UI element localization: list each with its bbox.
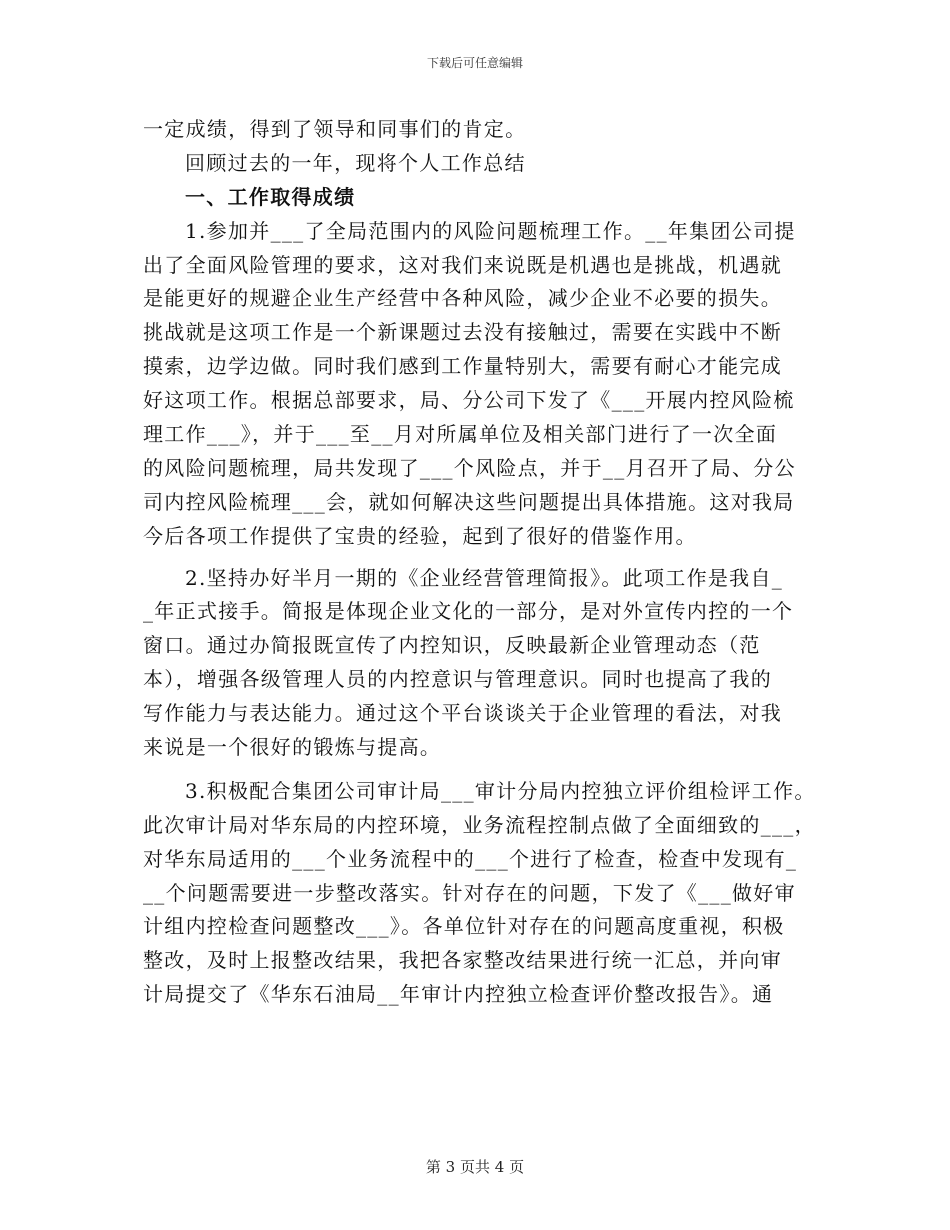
document-body [143,113,823,1012]
body-line: 2.坚持办好半月一期的《企业经营管理简报》。此项工作是我自_ [185,565,784,590]
body-line: 的风险问题梳理，局共发现了___个风险点，并于__月召开了局、分公 [143,455,796,480]
section-heading: 一、工作取得成绩 [185,184,356,209]
body-line: 出了全面风险管理的要求，这对我们来说既是机遇也是挑战，机遇就 [143,252,782,277]
body-line: 摸索，边学边做。同时我们感到工作量特别大，需要有耐心才能完成 [143,354,782,379]
body-line: 今后各项工作提供了宝贵的经验，起到了很好的借鉴作用。 [143,523,697,548]
body-line: 司内控风险梳理___会，就如何解决这些问题提出具体措施。这对我局 [143,489,795,514]
body-line: 计组内控检查问题整改___》。各单位针对存在的问题高度重视，积极 [143,914,785,939]
body-line: 本），增强各级管理人员的内控意识与管理意识。同时也提高了我的 [143,667,772,692]
body-line: 整改，及时上报整改结果，我把各家整改结果进行统一汇总，并向审 [143,948,782,973]
page-header: 下载后可任意编辑 [426,56,523,70]
body-line: 是能更好的规避企业生产经营中各种风险，减少企业不必要的损失。 [143,286,782,311]
body-line: 窗口。通过办简报既宣传了内控知识，反映最新企业管理动态（范 [143,633,761,658]
paragraph-gap [143,765,823,775]
body-line: 一定成绩，得到了领导和同事们的肯定。 [143,117,527,141]
body-line: 1.参加并___了全局范围内的风险问题梳理工作。__年集团公司提 [185,218,796,243]
body-line: 好这项工作。根据总部要求，局、分公司下发了《___开展内控风险梳 [143,388,795,413]
paragraph-gap [143,554,823,562]
body-line: 对华东局适用的___个业务流程中的___个进行了检查，检查中发现有_ [143,846,798,871]
body-line: __个问题需要进一步整改落实。针对存在的问题，下发了《___做好审 [143,880,796,905]
body-line: 挑战就是这项工作是一个新课题过去没有接触过，需要在实践中不断 [143,320,782,345]
body-line: 理工作___》，并于___至__月对所属单位及相关部门进行了一次全面 [143,422,778,447]
body-line: 此次审计局对华东局的内控环境，业务流程控制点做了全面细致的___， [143,812,816,837]
page-number: 第 3 页共 4 页 [425,1158,525,1176]
body-line: 回顾过去的一年，现将个人工作总结 [185,150,526,175]
body-line: 计局提交了《华东石油局__年审计内控独立检查评价整改报告》。通 [143,982,774,1007]
body-line: 写作能力与表达能力。通过这个平台谈谈关于企业管理的看法，对我 [143,701,782,726]
body-line: _年正式接手。简报是体现企业文化的一部分，是对外宣传内控的一个 [143,599,794,624]
body-line: 3.积极配合集团公司审计局___审计分局内控独立评价组检评工作。 [185,778,816,803]
body-line: 来说是一个很好的锻炼与提高。 [143,735,442,760]
